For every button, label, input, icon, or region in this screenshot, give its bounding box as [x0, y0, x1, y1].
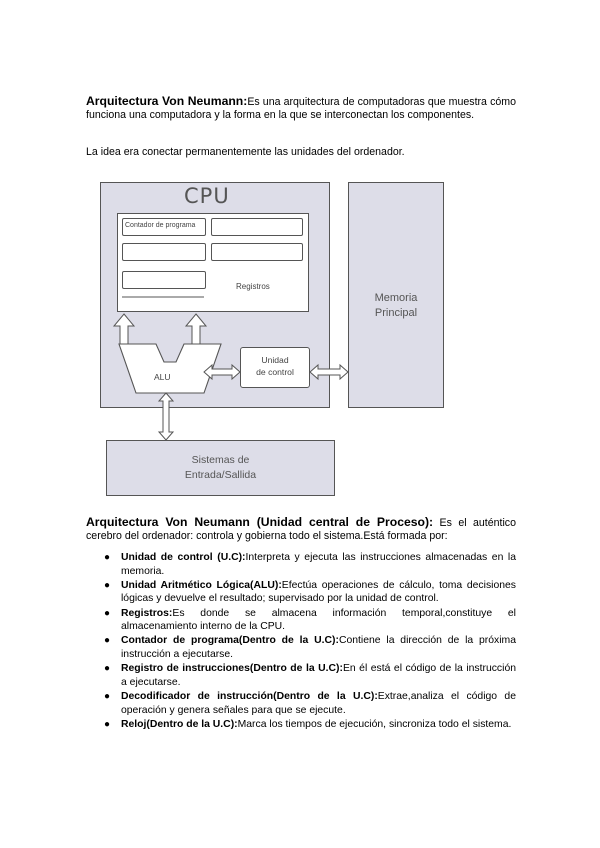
section1-text: Es una arquitectura de computadoras que muestra cómo funciona una computadora y la forma en la que se interconectan los componentes.: [86, 96, 516, 122]
bullet-icon: ●: [104, 635, 111, 647]
list-item-term: Registros:: [121, 607, 173, 619]
memory-line1: Memoria: [374, 292, 418, 304]
list-item-term: Decodificador de instrucción(Dentro de la U.C):: [121, 690, 378, 702]
list-item-desc: Es donde se almacena información temporal,constituye el almacenamiento interno de la CPU.: [121, 607, 516, 633]
intro-paragraph: [86, 95, 516, 123]
alu-shape: [119, 344, 221, 393]
cpu-label: CPU: [184, 184, 230, 208]
bullet-icon: ●: [104, 552, 111, 563]
list-item: [104, 607, 516, 634]
section1-title: Arquitectura Von Neumann:: [86, 94, 248, 108]
program-counter-label: Contador de programa: [125, 222, 196, 229]
io-label: [107, 453, 334, 483]
control-unit-line2: de control: [256, 367, 294, 377]
alu-to-registers-arrow-right: [186, 314, 206, 344]
memory-line2: Principal: [374, 307, 418, 319]
io-block: [106, 440, 335, 496]
list-item: [104, 634, 516, 661]
memory-block: [348, 182, 444, 408]
control-unit-line1: Unidad: [261, 355, 289, 365]
io-line1: Sistemas de: [191, 454, 250, 466]
list-item: [104, 662, 516, 689]
list-item-desc: Interpreta y ejecuta las instrucciones almacenadas en la memoria.: [121, 552, 516, 577]
bullet-icon: ●: [104, 579, 111, 591]
control-unit-block: [240, 347, 310, 388]
list-item-desc: Marca los tiempos de ejecución, sincroniza todo el sistema.: [237, 718, 512, 730]
bullet-icon: ●: [104, 718, 111, 730]
list-item-term: Reloj(Dentro de la U.C):: [121, 718, 238, 730]
list-item-term: Unidad de control (U.C):: [121, 552, 246, 563]
list-item: [104, 579, 516, 606]
control-memory-arrow: [310, 365, 348, 379]
alu-to-registers-arrow-left: [114, 314, 134, 344]
alu-label: ALU: [154, 372, 171, 382]
memory-label: [349, 291, 443, 321]
list-item: [104, 690, 516, 717]
cpu-paragraph: [86, 516, 516, 544]
section2-title: Arquitectura Von Neumann (Unidad central de Proceso):: [86, 515, 434, 529]
cpu-components-list: [104, 551, 516, 732]
alu-io-arrow: [159, 393, 173, 440]
registers-label: Registros: [236, 282, 270, 291]
list-item-desc: Extrae,analiza el código de operación y genera señales para que se ejecute.: [121, 690, 516, 716]
bullet-icon: ●: [104, 607, 111, 619]
io-line2: Entrada/Sallida: [184, 469, 257, 481]
section2-text: Es el auténtico cerebro del ordenador: controla y gobierna todo el sistema.Está formada por:: [86, 517, 516, 543]
list-item-desc: Contiene la dirección de la próxima instrucción a ejecutarse.: [121, 635, 516, 660]
alu-control-arrow: [204, 365, 240, 379]
list-item-term: Unidad Aritmético Lógica(ALU):: [121, 579, 282, 591]
bullet-icon: ●: [104, 690, 111, 702]
list-item: [104, 718, 516, 732]
von-neumann-diagram: [86, 166, 448, 496]
control-unit-label: [241, 354, 309, 378]
bullet-icon: ●: [104, 663, 111, 675]
list-item-desc: Efectúa operaciones de cálculo, toma decisiones lógicas y devuelve el resultado; supervisado por la unidad de control.: [121, 579, 516, 605]
idea-paragraph: La idea era conectar permanentemente las unidades del ordenador.: [86, 146, 405, 158]
list-item: [104, 551, 516, 578]
list-item-term: Contador de programa(Dentro de la U.C):: [121, 635, 339, 647]
list-item-term: Registro de instrucciones(Dentro de la U.C):: [121, 663, 343, 675]
list-item-desc: En él está el código de la instrucción a ejecutarse.: [121, 663, 516, 688]
